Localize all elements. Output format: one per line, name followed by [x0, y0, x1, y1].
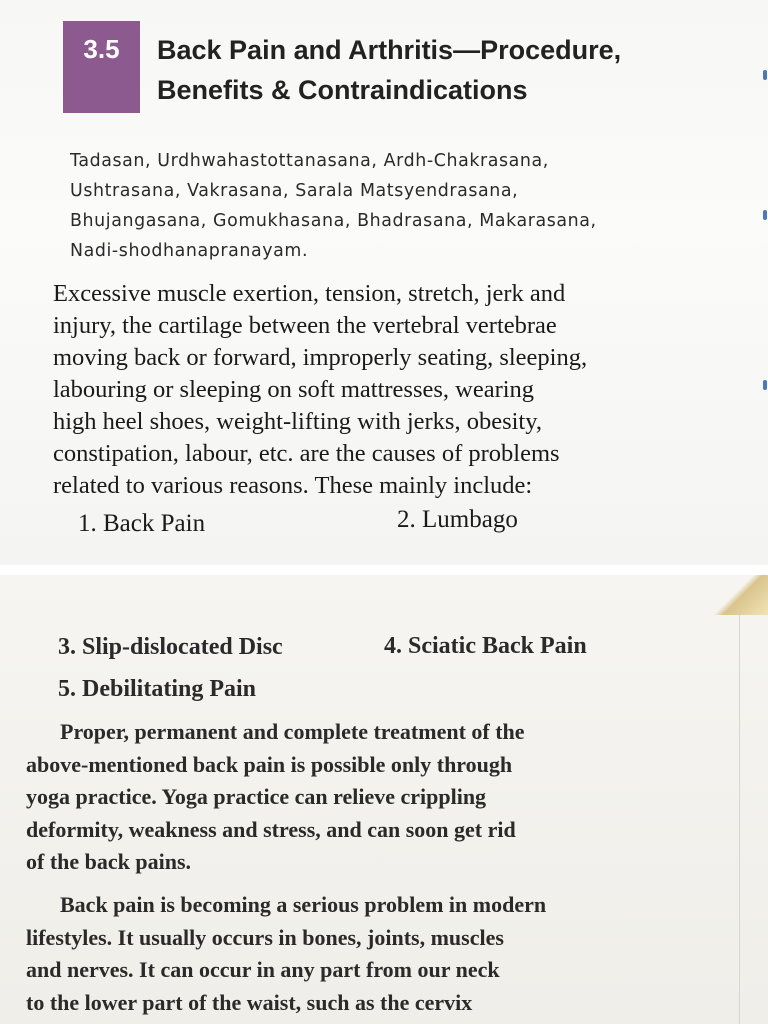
- page-gap: [0, 565, 768, 575]
- page-corner-fold: [708, 575, 768, 615]
- asana-line: Nadi-shodhanapranayam.: [70, 241, 309, 261]
- asana-line: Tadasan, Urdhwahastottanasana, Ardh-Chakrasana,: [70, 151, 549, 171]
- paragraph-line: lifestyles. It usually occurs in bones, joints, muscles: [26, 924, 504, 950]
- paragraph-line: related to various reasons. These mainly include:: [53, 472, 533, 499]
- causes-paragraph: [53, 278, 725, 502]
- asana-line: Bhujangasana, Gomukhasana, Bhadrasana, Makarasana,: [70, 211, 597, 231]
- paragraph-line: labouring or sleeping on soft mattresses, wearing: [53, 376, 535, 403]
- section-number-badge: [63, 21, 140, 113]
- margin-marker: [763, 70, 767, 80]
- modern-lifestyle-paragraph: [26, 889, 721, 1019]
- section-title-line: Back Pain and Arthritis—Procedure,: [157, 35, 622, 65]
- paragraph-line: high heel shoes, weight-lifting with jerks, obesity,: [53, 408, 543, 435]
- paragraph-line: Excessive muscle exertion, tension, stretch, jerk and: [53, 280, 566, 307]
- condition-item-debilitating: 5. Debilitating Pain: [58, 676, 257, 702]
- paragraph-line: Back pain is becoming a serious problem in modern: [60, 892, 547, 917]
- paragraph-line: above-mentioned back pain is possible only through: [26, 751, 513, 777]
- paragraph-line: moving back or forward, improperly seating, sleeping,: [53, 344, 588, 371]
- paragraph-line: Proper, permanent and complete treatment of the: [60, 719, 525, 744]
- paragraph-line: yoga practice. Yoga practice can relieve crippling: [26, 784, 487, 809]
- treatment-paragraph: [26, 716, 721, 879]
- margin-marker: [763, 380, 767, 390]
- condition-item-sciatic: 4. Sciatic Back Pain: [384, 633, 587, 659]
- section-title-line: Benefits & Contraindications: [157, 75, 528, 105]
- condition-item-back-pain: 1. Back Pain: [78, 510, 206, 537]
- asana-list: [70, 146, 750, 266]
- paragraph-line: deformity, weakness and stress, and can soon get rid: [26, 816, 516, 842]
- paragraph-line: of the back pains.: [26, 849, 192, 874]
- condition-item-lumbago: 2. Lumbago: [397, 506, 518, 533]
- paragraph-line: constipation, labour, etc. are the causes of problems: [53, 440, 560, 467]
- section-number: 3.5: [83, 34, 120, 64]
- paragraph-line: and nerves. It can occur in any part from our neck: [26, 957, 500, 982]
- asana-line: Ushtrasana, Vakrasana, Sarala Matsyendrasana,: [70, 181, 519, 201]
- paragraph-line: to the lower part of the waist, such as the cervix: [26, 989, 473, 1015]
- condition-item-slip-disc: 3. Slip-dislocated Disc: [58, 634, 283, 660]
- page-edge-line: [739, 600, 740, 1024]
- section-title: [157, 30, 757, 110]
- margin-marker: [763, 210, 767, 220]
- paragraph-line: injury, the cartilage between the vertebral vertebrae: [53, 312, 557, 339]
